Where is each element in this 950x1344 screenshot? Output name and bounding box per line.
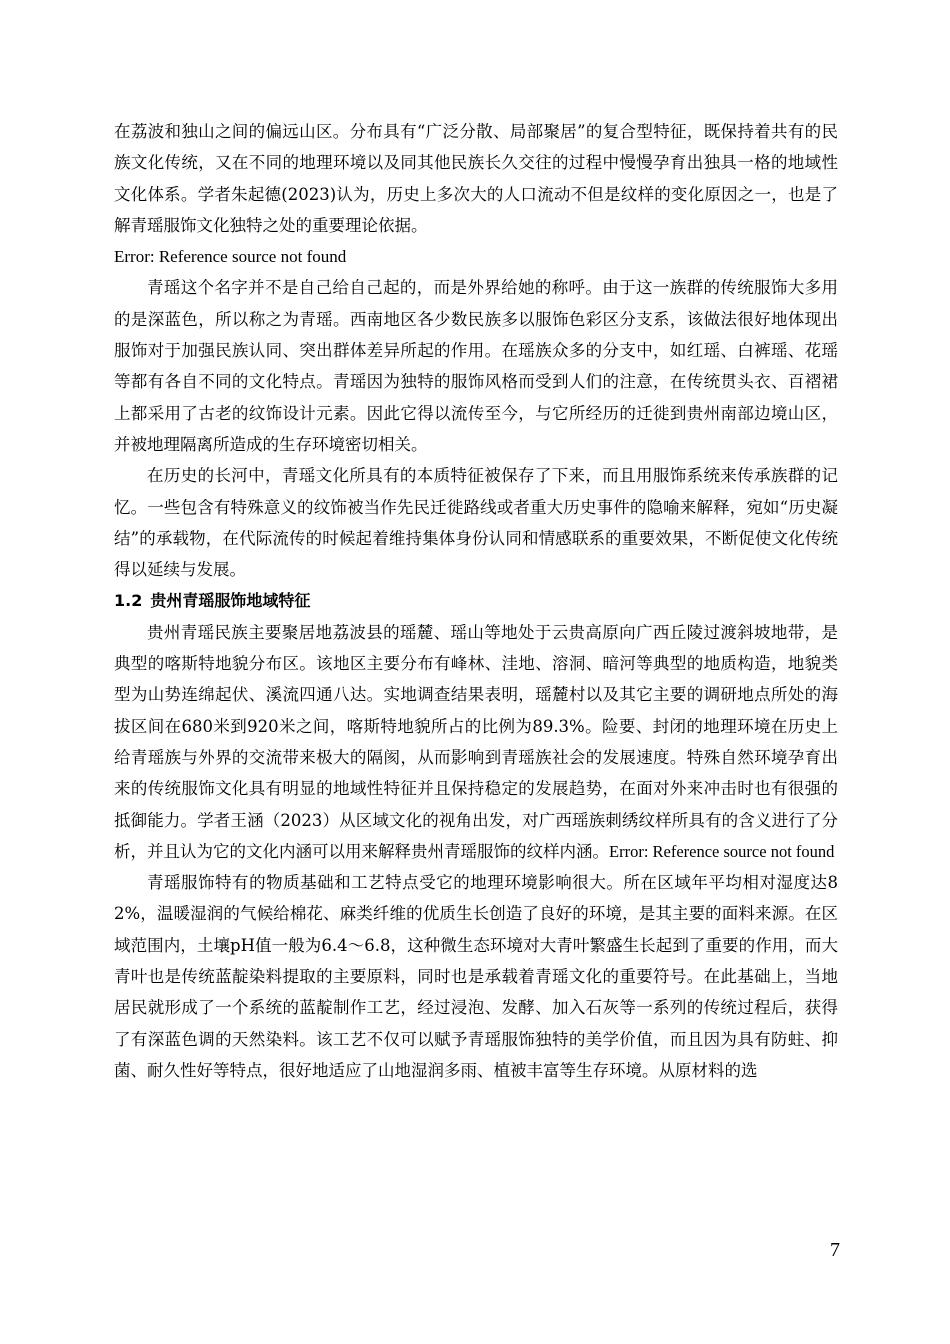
- paragraph-4: [114, 617, 838, 867]
- paragraph-2: 青瑶这个名字并不是自己给自己起的，而是外界给她的称呼。由于这一族群的传统服饰大多用的是深蓝色，所以称之为青瑶。西南地区各少数民族多以服饰色彩区分支系，该做法很好地体现出服饰对于加强民族认同、突出群体差异所起的作用。在瑶族众多的分支中，如红瑶、白裤瑶、花瑶等都有各自不同的文化特点。青瑶因为独特的服饰风格而受到人们的注意，在传统贯头衣、百褶裙上都采用了古老的纹饰设计元素。因此它得以流传至今，与它所经历的迁徙到贵州南部边境山区，并被地理隔离所造成的生存环境密切相关。: [114, 278, 838, 454]
- paragraph-5: 青瑶服饰特有的物质基础和工艺特点受它的地理环境影响很大。所在区域年平均相对湿度达82%，温暖湿润的气候给棉花、麻类纤维的优质生长创造了良好的环境，是其主要的面料来源。在区域范围内，土壤pH值一般为6.4～6.8，这种微生态环境对大青叶繁盛生长起到了重要的作用，而大青叶也是传统蓝靛染料提取的主要原料，同时也是承载着青瑶文化的重要符号。在此基础上，当地居民就形成了一个系统的蓝靛制作工艺，经过浸泡、发酵、加入石灰等一系列的传统过程后，获得了有深蓝色调的天然染料。该工艺不仅可以赋予青瑶服饰独特的美学价值，而且因为具有防蛀、抑菌、耐久性好等特点，很好地适应了山地湿润多雨、植被丰富等生存环境。从原材料的选: [114, 873, 838, 1080]
- section-title: 贵州青瑶服饰地域特征: [150, 591, 311, 611]
- paragraph-1: 在荔波和独山之间的偏远山区。分布具有“广泛分散、局部聚居”的复合型特征，既保持着共有的民族文化传统，又在不同的地理环境以及同其他民族长久交往的过程中慢慢孕育出独具一格的地域性文化体系。学者朱起德(2023)认为，历史上多次大的人口流动不但是纹样的变化原因之一，也是了解青瑶服饰文化独特之处的重要理论依据。: [114, 122, 838, 235]
- reference-error-2: Error: Reference source not found: [609, 841, 835, 861]
- paragraph-4-text: 贵州青瑶民族主要聚居地荔波县的瑶麓、瑶山等地处于云贵高原向广西丘陵过渡斜坡地带，是典型的喀斯特地貌分布区。该地区主要分布有峰林、洼地、溶洞、暗河等典型的地质构造，地貌类型为山势连绵起伏、溪流四通八达。实地调查结果表明，瑶麓村以及其它主要的调研地点所处的海拔区间在680米到920米之间，喀斯特地貌所占的比例为89.3%。险要、封闭的地理环境在历史上给青瑶族与外界的交流带来极大的隔阂，从而影响到青瑶族社会的发展速度。特殊自然环境孕育出来的传统服饰文化具有明显的地域性特征并且保持稳定的发展趋势，在面对外来冲击时也有很强的抵御能力。学者王涵（2023）从区域文化的视角出发，对广西瑶族刺绣纹样所具有的含义进行了分析，并且认为它的文化内涵可以用来解释贵州青瑶服饰的纹样内涵。: [114, 622, 838, 861]
- reference-error-1: Error: Reference source not found: [114, 247, 347, 267]
- section-number: 1.2: [114, 591, 143, 611]
- section-heading: [114, 585, 838, 616]
- page-content: [114, 116, 838, 1086]
- paragraph-3: 在历史的长河中，青瑶文化所具有的本质特征被保存了下来，而且用服饰系统来传承族群的记忆。一些包含有特殊意义的纹饰被当作先民迁徙路线或者重大历史事件的隐喻来解释，宛如“历史凝结”的承载物，在代际流传的时候起着维持集体身份认同和情感联系的重要效果，不断促使文化传统得以延续与发展。: [114, 466, 838, 580]
- page-number: 7: [830, 1239, 840, 1261]
